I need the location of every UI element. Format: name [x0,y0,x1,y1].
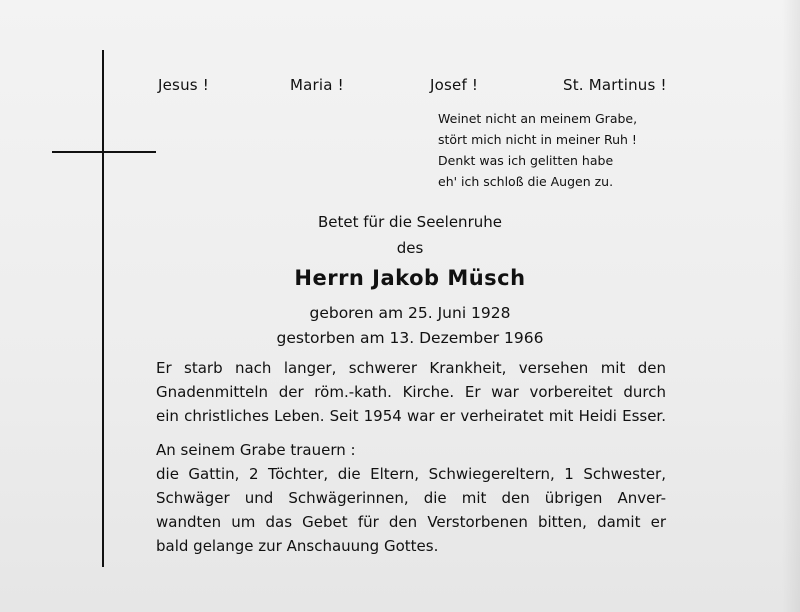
prayer-request: Betet für die Seelenruhe [318,213,502,231]
verse-line: stört mich nicht in meiner Ruh ! [438,132,637,147]
verse-line: Denkt was ich gelitten habe [438,153,614,168]
birth-date: geboren am 25. Juni 1928 [309,304,511,322]
invocation-jesus: Jesus ! [158,76,209,94]
paragraph-line: Schwäger und Schwägerinnen, die mit den übrigen Anver- [156,489,666,507]
verse-line: eh' ich schloß die Augen zu. [438,174,614,189]
invocation-josef: Josef ! [430,76,479,94]
cross-horizontal-beam [52,151,156,153]
verse-line: Weinet nicht an meinem Grabe, [438,111,638,126]
deceased-name: Herrn Jakob Müsch [294,266,526,290]
mourners-paragraph [156,438,666,558]
death-date: gestorben am 13. Dezember 1966 [276,329,544,347]
paragraph-line: Er starb nach langer, schwerer Krankheit, versehen mit den [156,359,666,377]
invocation-st-martinus: St. Martinus ! [563,76,667,94]
memorial-verse [438,108,637,192]
paragraph-line: An seinem Grabe trauern : [156,441,356,459]
prayer-for: des [396,239,424,257]
paragraph-line: bald gelange zur Anschauung Gottes. [156,537,439,555]
obituary-paragraph [156,356,666,428]
cross-vertical-beam [102,50,104,567]
paragraph-line: wandten um das Gebet für den Verstorbenen bitten, damit er [156,513,666,531]
paragraph-line: die Gattin, 2 Töchter, die Eltern, Schwiegereltern, 1 Schwester, [156,465,666,483]
invocation-maria: Maria ! [290,76,344,94]
paragraph-line: ein christliches Leben. Seit 1954 war er verheiratet mit Heidi Esser. [156,407,666,425]
paragraph-line: Gnadenmitteln der röm.-kath. Kirche. Er war vorbereitet durch [156,383,666,401]
